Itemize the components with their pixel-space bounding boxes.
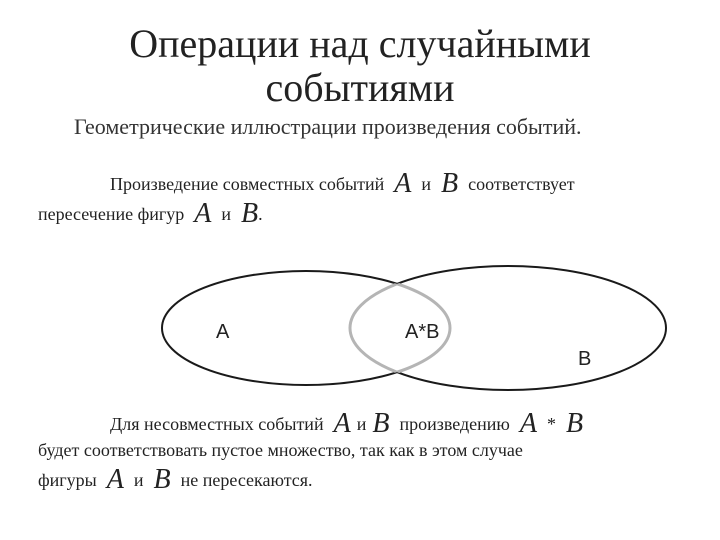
event-a-symbol: A xyxy=(333,408,351,439)
paragraph1-line1 xyxy=(110,170,575,198)
text: фигуры xyxy=(38,470,97,490)
text: пересечение фигур xyxy=(38,204,185,224)
paragraph2-line3 xyxy=(38,466,313,494)
product-a-symbol: A xyxy=(519,408,537,439)
conjunction: и xyxy=(421,174,432,194)
figure-b-symbol: B xyxy=(241,198,259,229)
text: соответствует xyxy=(468,174,575,194)
event-b-symbol: B xyxy=(372,408,390,439)
conjunction: и xyxy=(356,414,367,434)
conjunction: и xyxy=(133,470,144,490)
period: . xyxy=(258,204,263,224)
text: не пересекаются. xyxy=(180,470,313,490)
figure-a-symbol: A xyxy=(106,464,124,495)
intersection-outline-b xyxy=(350,266,666,390)
figure-b-symbol: B xyxy=(153,464,171,495)
paragraph2-line1 xyxy=(110,410,583,438)
paragraph1-line2 xyxy=(38,200,263,228)
venn-label-intersection: A*B xyxy=(405,321,440,343)
slide-subtitle: Геометрические иллюстрации произведения событий. xyxy=(74,114,582,139)
text: будет соответствовать пустое множество, так как в этом случае xyxy=(38,440,523,460)
venn-label-a: A xyxy=(216,321,230,343)
event-b-symbol: B xyxy=(441,168,459,199)
text: Произведение совместных событий xyxy=(110,174,385,194)
paragraph2-line2 xyxy=(38,439,523,461)
figure-a-symbol: A xyxy=(194,198,212,229)
venn-label-b: B xyxy=(578,348,592,370)
product-operator: * xyxy=(546,414,556,434)
ellipse-b xyxy=(350,266,666,390)
slide-title-line-1: Операции над случайными xyxy=(129,21,591,66)
text: Для несовместных событий xyxy=(110,414,324,434)
text: произведению xyxy=(399,414,510,434)
event-a-symbol: A xyxy=(394,168,412,199)
slide-title-line-2: событиями xyxy=(265,65,455,110)
product-b-symbol: B xyxy=(565,408,584,439)
conjunction: и xyxy=(221,204,232,224)
